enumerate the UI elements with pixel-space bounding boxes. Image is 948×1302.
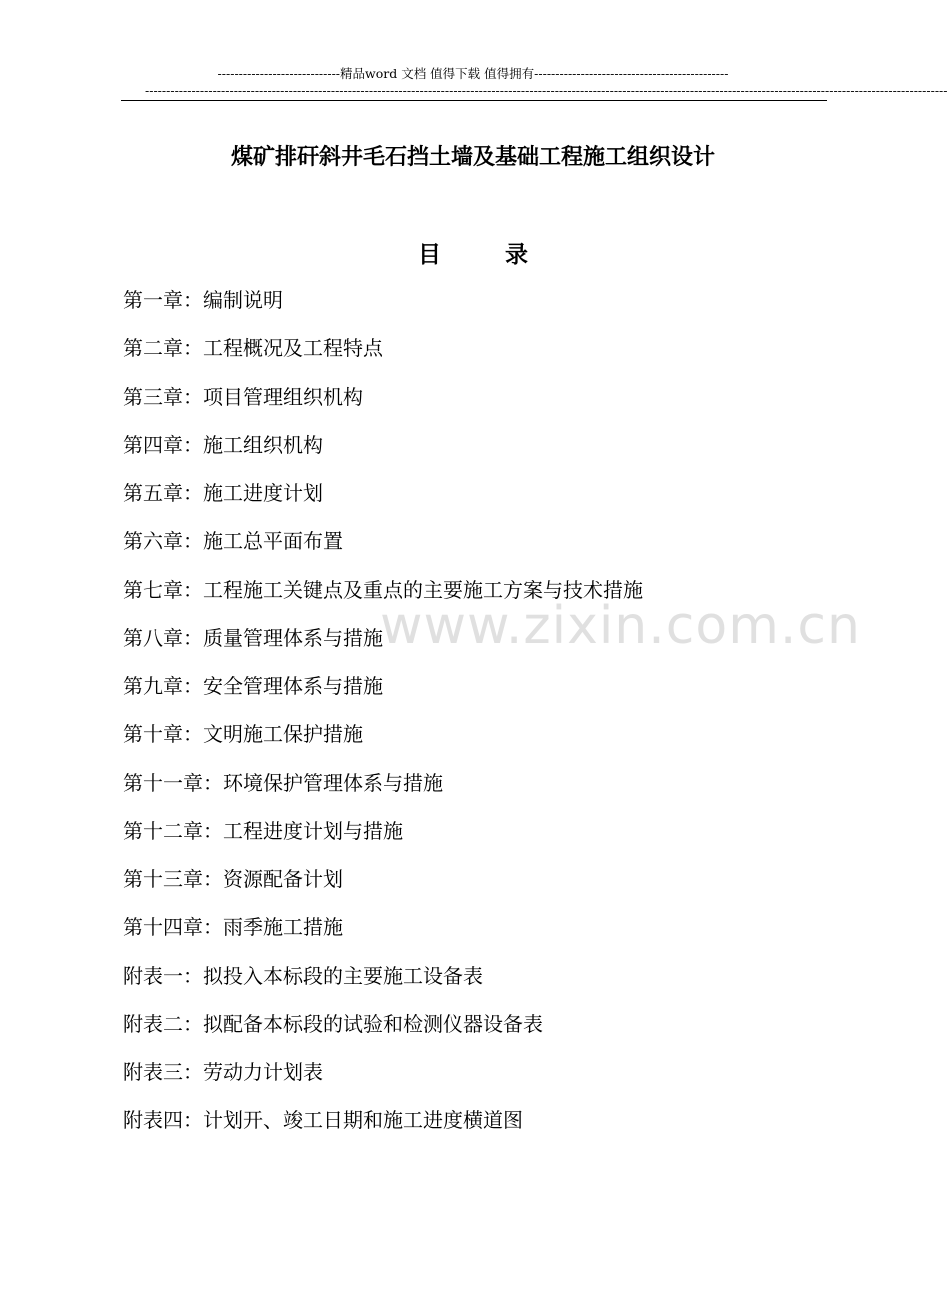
header-divider (121, 100, 827, 101)
toc-item-chapter-11: 第十一章：环境保护管理体系与措施 (123, 770, 443, 795)
toc-item-chapter-7: 第七章：工程施工关键点及重点的主要施工方案与技术措施 (123, 577, 643, 602)
document-title: 煤矿排矸斜井毛石挡土墙及基础工程施工组织设计 (230, 144, 715, 170)
toc-item-chapter-10: 第十章：文明施工保护措施 (123, 722, 363, 747)
table-of-contents (123, 285, 823, 1154)
toc-item-chapter-1: 第一章：编制说明 (123, 288, 283, 312)
toc-item-chapter-9: 第九章：安全管理体系与措施 (123, 674, 383, 698)
toc-item-appendix-3: 附表三：劳动力计划表 (123, 1060, 323, 1084)
page-header-dash-line: ---------------------------------------------------------------------------------------------------------------------------------------------------------------------------------------------- (145, 83, 948, 98)
toc-item-chapter-3: 第三章：项目管理组织机构 (123, 384, 363, 409)
toc-item-chapter-2: 第二章：工程概况及工程特点 (123, 336, 383, 361)
toc-item-chapter-13: 第十三章：资源配备计划 (123, 867, 343, 891)
watermark-text: www.zixin.com.cn (380, 596, 861, 656)
toc-heading: 目 录 (417, 241, 529, 268)
toc-item-chapter-14: 第十四章：雨季施工措施 (123, 915, 343, 940)
toc-item-chapter-4: 第四章：施工组织机构 (123, 432, 323, 457)
toc-item-appendix-4: 附表四：计划开、竣工日期和施工进度横道图 (123, 1108, 523, 1133)
toc-item-chapter-12: 第十二章：工程进度计划与措施 (123, 818, 403, 843)
page-header-banner: -----------------------------精品word 文档 值得下载 值得拥有---------------------------------------------- (217, 66, 729, 81)
toc-item-appendix-2: 附表二：拟配备本标段的试验和检测仪器设备表 (123, 1011, 543, 1036)
toc-item-chapter-6: 第六章：施工总平面布置 (123, 529, 343, 554)
toc-item-chapter-8: 第八章：质量管理体系与措施 (123, 625, 383, 650)
toc-item-appendix-1: 附表一：拟投入本标段的主要施工设备表 (123, 963, 483, 988)
toc-item-chapter-5: 第五章：施工进度计划 (123, 481, 323, 505)
